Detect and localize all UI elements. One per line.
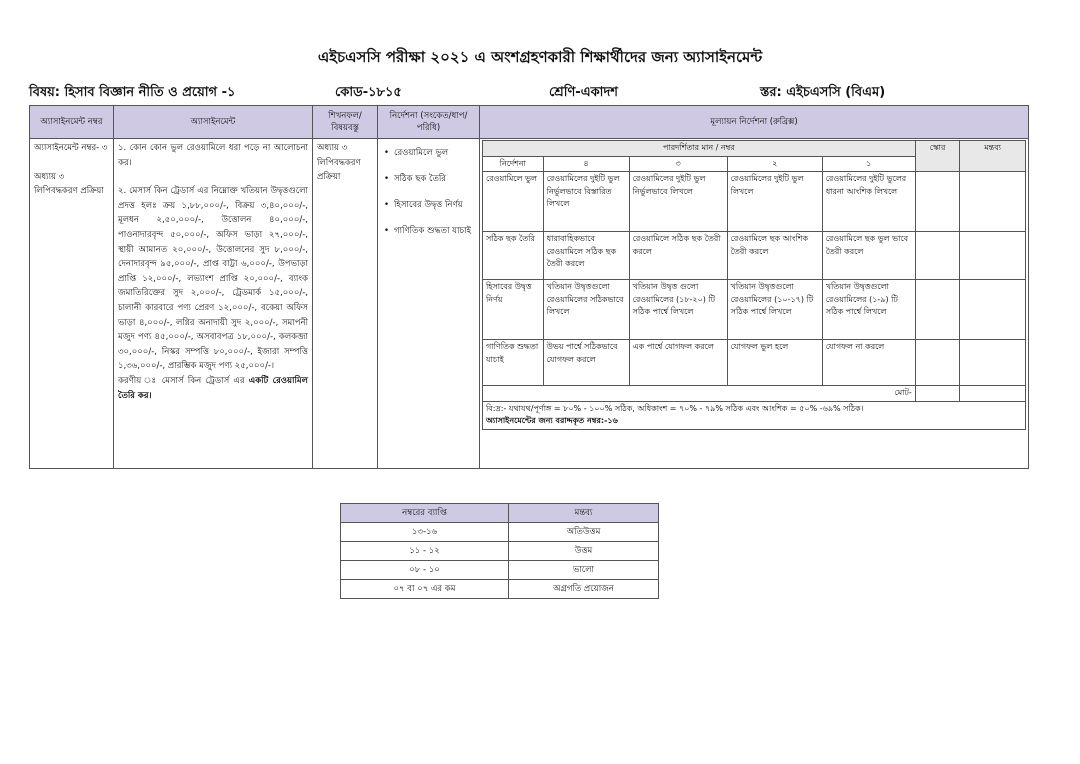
- remark-header: মন্তব্য: [960, 141, 1026, 172]
- rubric-cell-text: রেওয়ামিলে ছক আংশিক তৈরী করলে: [727, 232, 822, 280]
- header-instruction: নির্দেশনা (সংকেত/ধাপ/পরিধি): [378, 106, 480, 139]
- task-text: [118, 374, 308, 403]
- score-cell: [915, 340, 959, 386]
- assignment-table: [29, 105, 1029, 469]
- score-remark: ভালো: [509, 561, 659, 580]
- page-title: এইচএসসি পরীক্ষা ২০২১ এ অংশগ্রহণকারী শিক্ষার্থীদের জন্য অ্যাসাইনমেন্ট: [317, 48, 763, 66]
- criterion-label: হিসাবের উদ্বৃত্ত নির্ণয়: [483, 280, 544, 340]
- code-label: কোড-১৮১৫: [335, 85, 402, 100]
- subject-label: বিষয়: হিসাব বিজ্ঞান নীতি ও প্রয়োগ -১: [29, 85, 236, 100]
- instruction-item: • গাণিতিক শুদ্ধতা যাচাই: [382, 225, 475, 237]
- score-cell: [915, 232, 959, 280]
- rubric-cell-text: রেওয়ামিলের দুইটি ভুলের ধারনা আংশিক লিখলে: [822, 172, 915, 232]
- score-remark: উত্তম: [509, 542, 659, 561]
- remark-cell: [960, 172, 1026, 232]
- rubric-cell-text: রেওয়ামিলে সঠিক ছক তৈরী করলে: [629, 232, 727, 280]
- grade-header: ২: [727, 156, 822, 172]
- rubric-cell-text: যোগফল ভুল হলে: [727, 340, 822, 386]
- remark-cell: [960, 280, 1026, 340]
- instruction-item: • সঠিক ছক তৈরি: [382, 173, 475, 185]
- score-remark: অগ্রগতি প্রয়োজন: [509, 580, 659, 599]
- task-bold: একটি রেওয়ামিল তৈরি কর।: [118, 375, 308, 401]
- assignment-no-cell: [30, 139, 114, 469]
- score-range: ১৩-১৬: [341, 523, 509, 542]
- rubric-cell-text: যোগফল না করলে: [822, 340, 915, 386]
- score-range: ০৮ - ১০: [341, 561, 509, 580]
- grade-header: ৪: [543, 156, 629, 172]
- rubric-cell-text: খতিয়ান উদ্বৃত্তগুলো রেওয়ামিলের সঠিকভাবে লিখলে: [543, 280, 629, 340]
- total-score-cell: [915, 386, 959, 402]
- grade-header: ১: [822, 156, 915, 172]
- rubric-cell-text: রেওয়ামিলে ছক ভুল ভাবে তৈরী করলে: [822, 232, 915, 280]
- criteria-header: নির্দেশনা: [483, 156, 544, 172]
- rubric-cell-text: উভয় পার্শ্বে সঠিকভাবে যোগফল করলে: [543, 340, 629, 386]
- assignment-number: অ্যাসাইনমেন্ট নম্বর- ৩: [34, 143, 108, 153]
- rubric-cell-text: খতিয়ান উদ্বৃত্তগুলো রেওয়ামিলের (১-৯) টি সঠিক পার্শ্বে লিখলে: [822, 280, 915, 340]
- score-remark-header: মন্তব্য: [509, 504, 659, 523]
- performance-header: পারদর্শিতার মান / নম্বর: [483, 141, 916, 157]
- score-range: ০৭ বা ০৭ এর কম: [341, 580, 509, 599]
- score-cell: [915, 172, 959, 232]
- rubric-cell-text: ধারাবাহিকভাবে রেওয়ামিলে সঠিক ছক তৈরী করলে: [543, 232, 629, 280]
- score-remark: অতিউত্তম: [509, 523, 659, 542]
- rubric-cell-text: এক পার্শ্বে যোগফল করলে: [629, 340, 727, 386]
- total-remark-cell: [960, 386, 1026, 402]
- header-assignment-no: অ্যাসাইনমেন্ট নম্বর: [30, 106, 114, 139]
- rubric-cell-text: খতিয়ান উদ্বৃত্ত গুলো রেওয়ামিলের (১৮-২০) টি সঠিক পার্শ্বে লিখলে: [629, 280, 727, 340]
- criterion-label: রেওয়ামিলে ভুল: [483, 172, 544, 232]
- header-assignment: অ্যাসাইনমেন্ট: [114, 106, 313, 139]
- rubric-note-cell: [483, 401, 1026, 429]
- remark-cell: [960, 340, 1026, 386]
- class-label: শ্রেণি-একাদশ: [549, 85, 618, 100]
- question-2: ২. মেসার্স কিন ট্রেডার্স এর নিম্নোক্ত খতিয়ান উদ্বৃত্তগুলো প্রদত্ত হলঃ ক্রয় ১,৮৮,০০০/-, বিক্রয় ৩,৪০,০০০/-, মূলধন ২,৫০,০০০/-, উত্তোলন ৪০,০০০/-, পাওনাদারবৃন্দ ৫০,০০০/-, অফিস ভাড়া ২৭,০০০/-, স্থায়ী আমানত ২০,০০০/-, উত্তোলনের সুদ ৮,০০০/-, দেনাদারবৃন্দ ৯৫,০০০/-, প্রাপ্ত বাট্টা ৬,০০০/-, উপভাড়া প্রাপ্তি ১২,০০০/-, লভ্যাংশ প্রাপ্তি ২০,০০০/-, ব্যাংক জমাতিরিক্তের সুদ ২,০০০/-, ট্রেডমার্ক ১৫,০০০/-, চালানী কারবারে পণ্য প্রেরণ ১২,০০০/-, বকেয়া অফিস ভাড়া ৪,০০০/-, লগ্নির অনাদায়ী সুদ ২,০০০/-, সমাপনী মজুদ পণ্য ৪৫,০০০/-, অসবাবপত্র ১৮,০০০/-, কলকব্জা ৩০,০০০/-, নিস্কর সম্পত্তি ৮০,০০০/-, ইজারা সম্পত্তি ১,৩৬,০০০/-, প্রারম্ভিক মজুদ পণ্য ২৫,০০০/-।: [118, 186, 308, 372]
- criterion-label: সঠিক ছক তৈরি: [483, 232, 544, 280]
- score-header: স্কোর: [915, 141, 959, 172]
- instruction-cell: [378, 139, 480, 469]
- rubric-cell-text: রেওয়ামিলের দুইটি ভুল নির্ভুলভাবে বিস্তারিত লিখলে: [543, 172, 629, 232]
- grade-header: ৩: [629, 156, 727, 172]
- learning-cell: অধ্যায় ৩ লিপিবদ্ধকরণ প্রক্রিয়া: [313, 139, 378, 469]
- level-label: স্তর: এইচএসসি (বিএম): [760, 85, 886, 100]
- rubric-cell-text: রেওয়ামিলের দুইটি ভুল লিখলে: [727, 172, 822, 232]
- rubric-table: [482, 140, 1026, 430]
- score-range: ১১ - ১২: [341, 542, 509, 561]
- score-range-header: নম্বরের ব্যাপ্তি: [341, 504, 509, 523]
- assignment-cell: [114, 139, 313, 469]
- score-range-table: [340, 503, 659, 599]
- remark-cell: [960, 232, 1026, 280]
- total-label: মোট-: [483, 386, 916, 402]
- score-cell: [915, 280, 959, 340]
- question-1: ১. কোন কোন ভুল রেওয়ামিলে ধরা পড়ে না আলোচনা কর।: [118, 143, 308, 168]
- allocated-marks: অ্যাসাইনমেন্টের জন্য বরাদ্দকৃত নম্বর:-১৬: [486, 416, 618, 425]
- assignment-chapter: অধ্যায় ৩ লিপিবদ্ধকরণ প্রক্রিয়া: [34, 171, 104, 197]
- instruction-item: • হিসাবের উদ্বৃত্ত নির্ণয়: [382, 199, 475, 211]
- instruction-list: [382, 147, 475, 237]
- header-learning: শিখনফল/ বিষয়বস্তু: [313, 106, 378, 139]
- rubric-cell-text: খতিয়ান উদ্বৃত্তগুলো রেওয়ামিলের (১০-১৭) টি সঠিক পার্শ্বে লিখলে: [727, 280, 822, 340]
- task-prefix: করণীয় ঃ মেসার্স কিন ট্রেডার্স এর: [118, 375, 249, 386]
- instruction-item: • রেওয়ামিলে ভুল: [382, 147, 475, 159]
- rubric-cell: [480, 139, 1029, 469]
- rubric-cell-text: রেওয়ামিলের দুইটি ভুল নির্ভুলভাবে লিখলে: [629, 172, 727, 232]
- criterion-label: গাণিতিক শুদ্ধতা যাচাই: [483, 340, 544, 386]
- rubric-note: বি:দ্র:- যথাযথ/পূর্ণাঙ্গ = ৮০% - ১০০% সঠিক, অধিকাংশ = ৭০% - ৭৯% সঠিক এবং আংশিক = ৫০% -৬৯% সঠিক।: [486, 403, 864, 413]
- header-evaluation: মূল্যায়ন নির্দেশনা (রুব্রিক্স): [480, 106, 1029, 139]
